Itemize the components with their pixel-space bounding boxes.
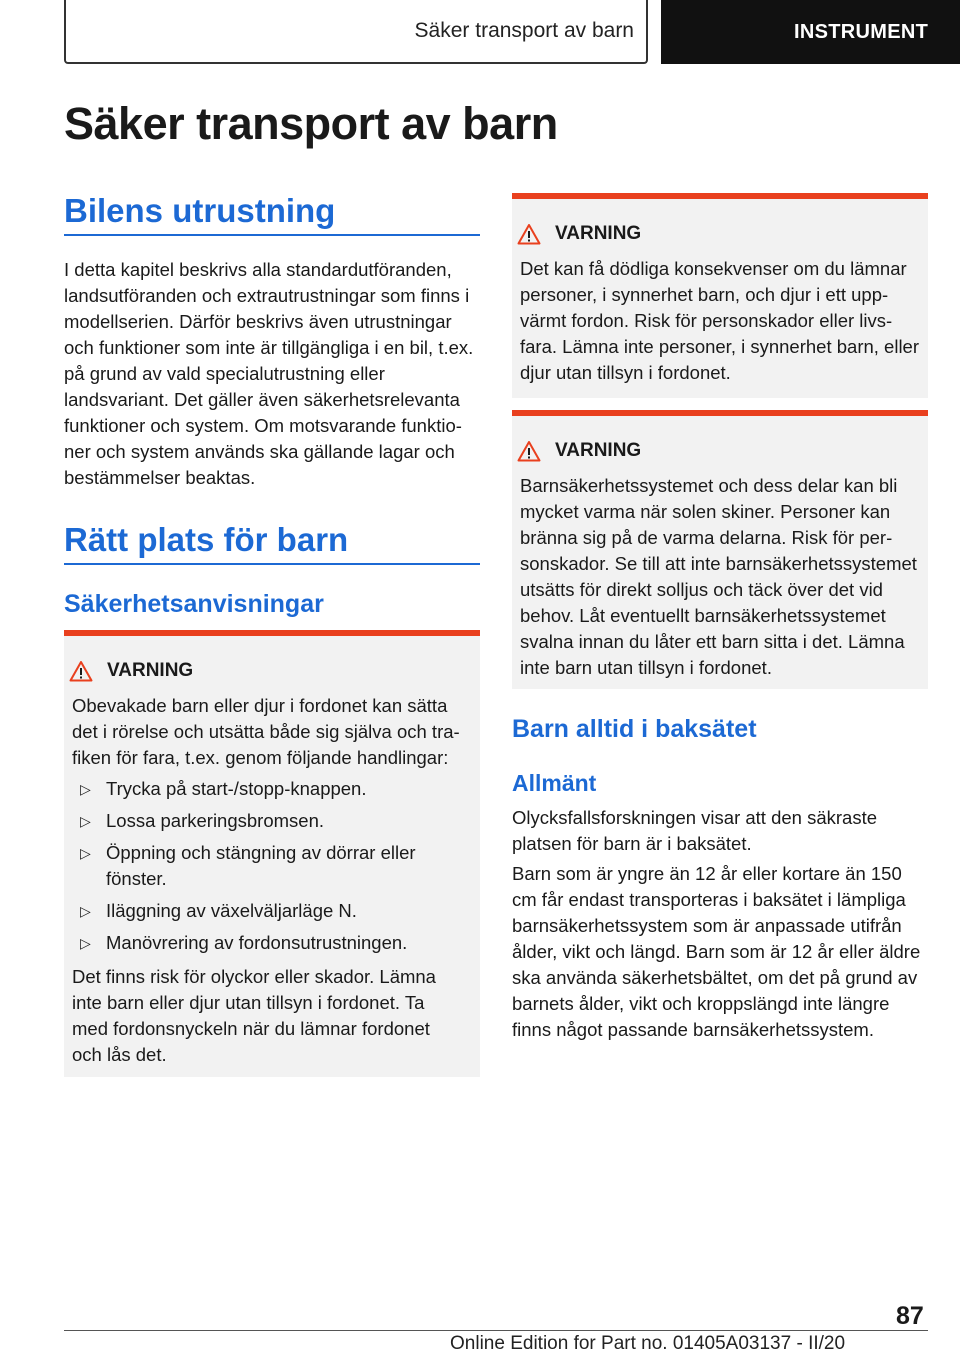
triangle-bullet-icon: ▷ [80,813,91,829]
page-number: 87 [896,1302,924,1330]
warning-outro: Det finns risk för olyckor eller skador. Lämna inte barn eller djur utan tillsyn i fordonet. Ta med fordonsnyckeln när du lämnar fordonet och lås det. [72,966,436,1065]
list-item: ▷ Lossa parkeringsbromsen. [72,808,474,834]
header-chapter-title: INSTRUMENT [794,20,929,43]
backseat-paragraph-2: Barn som är yngre än 12 år eller kortare än 150 cm får endast transporteras i baksätet i lämpliga barnsäkerhetssystem som är anpassade utifrån ålder, vikt och längd. Barn som är 12 år eller äldre ska använda säkerhetsbältet, om det på grund av barnets ålder, vikt och kroppslängd inte längre finns något passande barnsäkerhetssystem. [512,863,921,1040]
header-section-title: Säker transport av barn [414,19,634,42]
triangle-bullet-icon: ▷ [80,903,91,919]
heading-rule [64,234,480,236]
warning-label: VARNING [555,440,642,461]
warning-label: VARNING [555,223,642,244]
heading-place: Rätt plats för barn [64,521,349,558]
heading-equipment: Bilens utrustning [64,192,336,229]
triangle-bullet-icon: ▷ [80,781,91,797]
triangle-bullet-icon: ▷ [80,845,91,861]
heading-backseat: Barn alltid i baksätet [512,715,757,743]
header-chapter-tab [661,0,960,64]
list-item: ▷ Öppning och stängning av dörrar eller fönster. [80,842,416,889]
warning-box [64,630,480,1077]
page-title: Säker transport av barn [64,98,558,149]
header-section-tab [64,0,648,64]
warning-bullet-list [72,776,474,962]
warning-header [512,223,641,245]
list-item: ▷ Trycka på start-/stopp-knappen. [72,776,474,802]
warning-triangle-icon [69,660,93,682]
warning-box [512,193,928,398]
heading-general: Allmänt [512,770,597,796]
warning-text: Det kan få dödliga konsekvenser om du lämnar personer, i synnerhet barn, och djur i ett uppvärmt fordon. Risk för personskador eller livsfara. Lämna inte personer, i synnerhet barn, eller djur utan tillsyn i fordonet. [520,258,920,383]
warning-header [512,440,641,462]
warning-triangle-icon [517,223,541,245]
footer-rule [64,1330,928,1331]
list-item: ▷ Manövrering av fordonsutrustningen. [72,930,474,956]
heading-safety: Säkerhetsanvisningar [64,590,324,618]
warning-box [512,410,928,689]
triangle-bullet-icon: ▷ [80,935,91,951]
footer-edition: Online Edition for Part no. 01405A03137 - II/20 [450,1333,846,1354]
warning-text: Barnsäkerhetssystemet och dess delar kan bli mycket varma när solen skiner. Personer kan bränna sig på de varma delarna. Risk för personskador. Se till att inte barnsäkerhetssystemet utsätts för direkt solljus och täck över det vid behov. Låt eventuellt barnsäkerhetssystemet svalna innan du låter ett barn sitta i det. Lämna inte barn utan tillsyn i fordonet. [520,475,917,678]
warning-label: VARNING [107,660,194,681]
heading-rule [64,563,480,565]
warning-intro: Obevakade barn eller djur i fordonet kan sätta det i rörelse och utsätta både sig själva och trafiken för fara, t.ex. genom följande handlingar: [72,695,460,768]
list-item: ▷ Iläggning av växelväljarläge N. [72,898,474,924]
warning-triangle-icon [517,440,541,462]
backseat-paragraph-1: Olycksfallsforskningen visar att den säkraste platsen för barn är i baksätet. [512,807,878,854]
warning-header [64,660,193,682]
equipment-paragraph: I detta kapitel beskrivs alla standardutföranden, landsutföranden och extrautrustningar som finns i modellserien. Därför beskrivs även utrustningar och funktioner som inte är tillgängliga i en bil, t.ex. på grund av vald specialutrustning eller landsvariant. Det gäller även säkerhetsrelevanta funktioner och system. Om motsvarande funktioner och system används ska gällande lagar och bestämmelser beaktas. [64,259,474,488]
